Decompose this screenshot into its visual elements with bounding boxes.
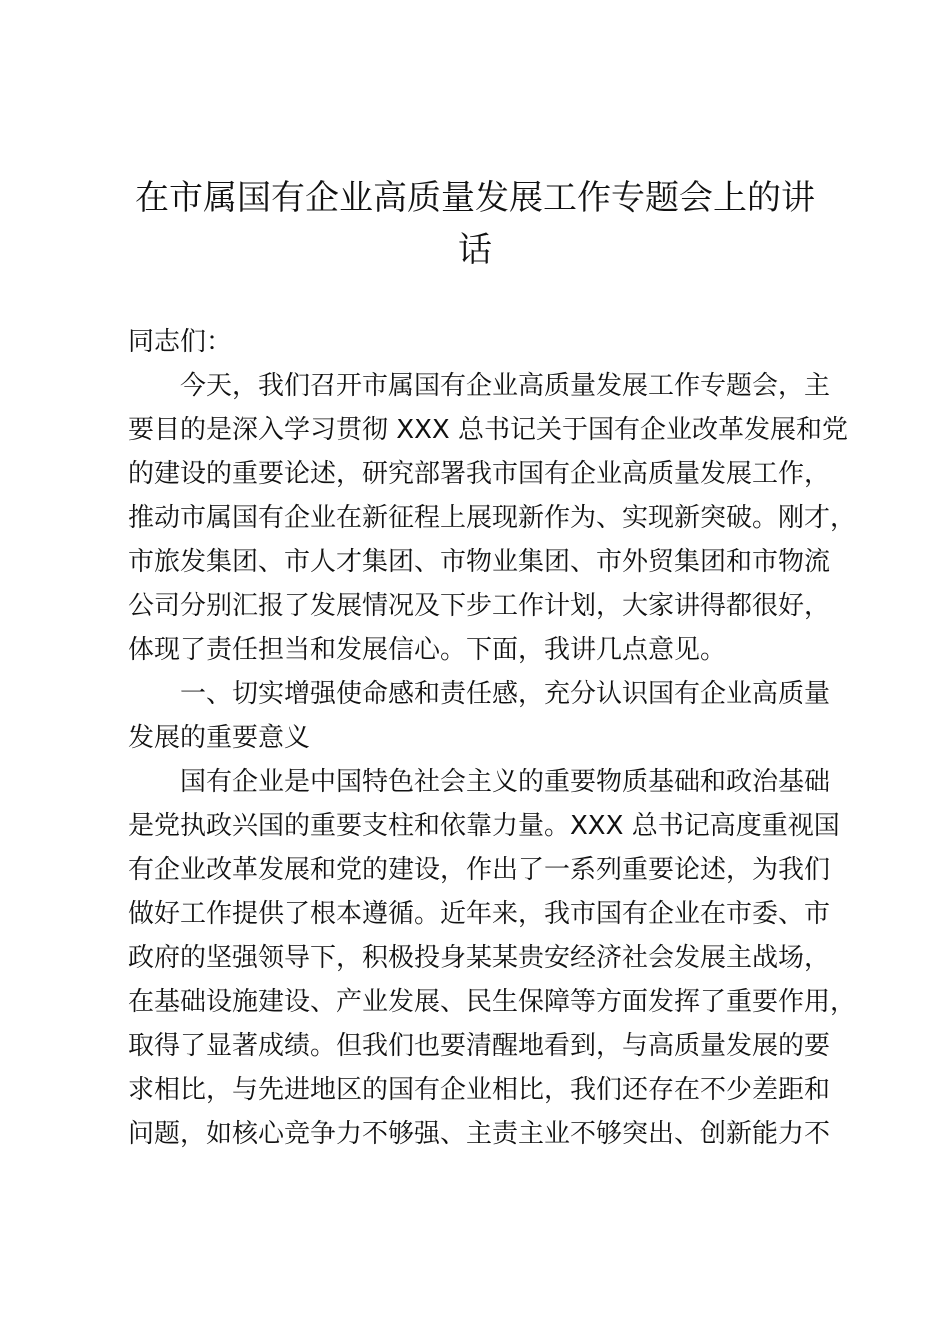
title-line-1: 在市属国有企业高质量发展工作专题会上的讲	[135, 178, 815, 218]
document-title	[100, 172, 850, 276]
section-heading-line: 一、切实增强使命感和责任感，充分认识国有企业高质量	[180, 679, 831, 709]
salutation: 同志们：	[128, 327, 233, 357]
paragraph-line: 市旅发集团、市人才集团、市物业集团、市外贸集团和市物流	[128, 547, 831, 577]
paragraph-line: 在基础设施建设、产业发展、民生保障等方面发挥了重要作用，	[128, 987, 857, 1017]
paragraph-line: 推动市属国有企业在新征程上展现新作为、实现新突破。刚才，	[128, 503, 857, 533]
paragraph-line: 体现了责任担当和发展信心。下面，我讲几点意见。	[128, 635, 727, 665]
section-heading-line: 发展的重要意义	[128, 723, 311, 753]
paragraph-line: 的建设的重要论述，研究部署我市国有企业高质量发展工作，	[128, 459, 831, 489]
paragraph-line: 取得了显著成绩。但我们也要清醒地看到，与高质量发展的要	[128, 1031, 831, 1061]
paragraph-line: 做好工作提供了根本遵循。近年来，我市国有企业在市委、市	[128, 899, 831, 929]
paragraph-line: 是党执政兴国的重要支柱和依靠力量。XXX 总书记高度重视国	[128, 811, 840, 841]
paragraph-line: 有企业改革发展和党的建设，作出了一系列重要论述，为我们	[128, 855, 831, 885]
paragraph-line: 问题，如核心竞争力不够强、主责主业不够突出、创新能力不	[128, 1119, 831, 1149]
paragraph-line: 今天，我们召开市属国有企业高质量发展工作专题会，主	[180, 371, 831, 401]
paragraph-line: 政府的坚强领导下，积极投身某某贵安经济社会发展主战场，	[128, 943, 831, 973]
paragraph-line: 国有企业是中国特色社会主义的重要物质基础和政治基础	[180, 767, 831, 797]
title-line-2: 话	[458, 230, 492, 270]
paragraph-line: 求相比，与先进地区的国有企业相比，我们还存在不少差距和	[128, 1075, 831, 1105]
paragraph-line: 公司分别汇报了发展情况及下步工作计划，大家讲得都很好，	[128, 591, 831, 621]
paragraph-line: 要目的是深入学习贯彻 XXX 总书记关于国有企业改革发展和党	[128, 415, 848, 445]
